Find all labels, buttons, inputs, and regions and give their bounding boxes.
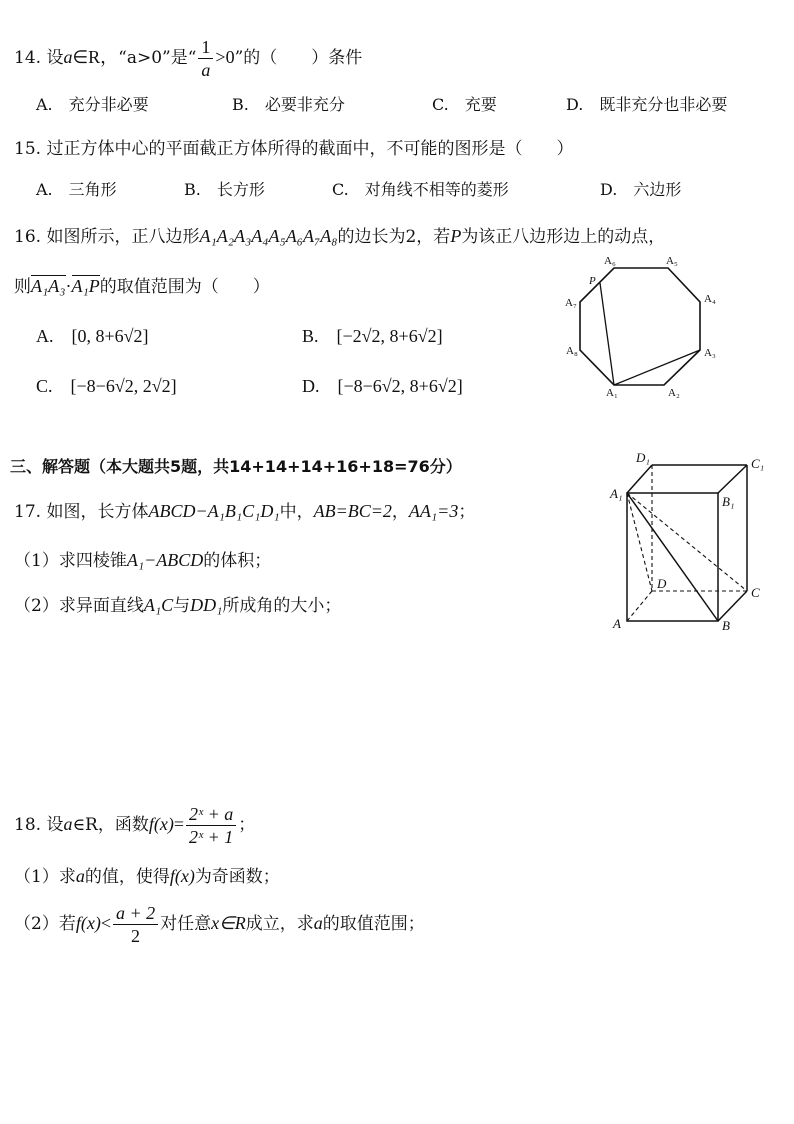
segment-a1-a3	[614, 350, 700, 385]
question-16-stem: 16. 如图所示，正八边形A₁A₂A₃A₄A₅A₆A₇A₈的边长为2，若P为该正八边形边上的动点，	[14, 226, 666, 247]
label-d1: D₁	[636, 450, 650, 465]
segment-a1-b	[627, 493, 718, 621]
question-16-stem-line2: 则A₁A₃·A₁P的取值范围为（ ）	[14, 276, 270, 297]
cuboid-figure	[600, 445, 790, 640]
label-b1: B₁	[722, 494, 735, 509]
question-number: 14.	[14, 48, 42, 68]
question-number: 16.	[14, 227, 42, 247]
label-a: A	[613, 616, 621, 631]
label-a2: A₂	[668, 387, 680, 399]
label-d: D	[657, 576, 667, 591]
q18-part1: （1）求a的值，使得f(x)为奇函数；	[14, 866, 280, 887]
question-number: 15.	[14, 139, 42, 159]
octagon-figure	[560, 250, 740, 400]
q15-option-c[interactable]: C. 对角线不相等的菱形	[332, 180, 509, 199]
fraction-1-over-a: $\frac{1}{a}$	[198, 36, 213, 81]
label-a1: A₁	[606, 387, 618, 399]
q16-option-d[interactable]: D. [−8−6√2, 8+6√2]	[302, 376, 463, 396]
q14-option-d[interactable]: D. 既非充分也非必要	[566, 95, 728, 114]
q14-option-a[interactable]: A. 充分非必要	[36, 95, 149, 114]
function-fraction: $\frac{\text{2ˣ + a}}{\text{2ˣ + 1}}$	[186, 803, 236, 848]
question-14-stem: 14. 设a∈R，“a>0”是“ $\frac{1}{a}$ >0”的（ ）条件	[14, 37, 363, 80]
label-a7: A₇	[565, 297, 577, 309]
q16-option-b[interactable]: B. [−2√2, 8+6√2]	[302, 326, 443, 346]
question-number: 18.	[14, 815, 42, 835]
q15-option-b[interactable]: B. 长方形	[184, 180, 265, 199]
label-a8: A₈	[566, 345, 578, 357]
label-a4: A₄	[704, 293, 716, 305]
q14-option-b[interactable]: B. 必要非充分	[232, 95, 345, 114]
q16-option-a[interactable]: A. [0, 8+6√2]	[36, 326, 149, 346]
label-b: B	[722, 618, 730, 633]
question-number: 17.	[14, 502, 42, 522]
q15-option-d[interactable]: D. 六边形	[600, 180, 682, 199]
segment-a1-p	[600, 283, 614, 385]
label-c: C	[751, 585, 760, 600]
octagon-outline	[580, 268, 700, 385]
q18-part2: （2）若f(x)< $\frac{a + 2}{2}$ 对任意x∈R成立，求a的取值范围；	[14, 903, 425, 946]
question-17-stem: 17. 如图，长方体ABCD−A₁B₁C₁D₁中，AB=BC=2，AA₁=3；	[14, 501, 476, 522]
label-a3: A₃	[704, 347, 716, 359]
label-a5: A₅	[666, 255, 678, 267]
question-18-stem: 18. 设a∈R，函数f(x)= $\frac{\text{2ˣ + a}}{\text{2ˣ + 1}}$ ；	[14, 804, 256, 847]
inequality-fraction: $\frac{a + 2}{2}$	[113, 902, 158, 947]
question-15-stem: 15. 过正方体中心的平面截正方体所得的截面中，不可能的图形是（ ）	[14, 139, 574, 159]
section-heading: 三、解答题（本大题共5题，共14+14+14+16+18=76分）	[10, 457, 462, 476]
q17-part1: （1）求四棱锥A₁−ABCD的体积；	[14, 550, 272, 571]
label-a1: A₁	[610, 486, 623, 501]
label-a6: A₆	[604, 255, 616, 267]
vector-a1p: A₁P	[71, 276, 100, 296]
label-c1: C₁	[751, 456, 765, 471]
q15-option-a[interactable]: A. 三角形	[36, 180, 117, 199]
q14-option-c[interactable]: C. 充要	[432, 95, 497, 114]
q17-part2: （2）求异面直线A₁C与DD₁所成角的大小；	[14, 595, 342, 616]
segment-a1-d	[627, 493, 652, 591]
label-p: P	[589, 275, 596, 287]
q16-option-c[interactable]: C. [−8−6√2, 2√2]	[36, 376, 177, 396]
vector-a1a3: A₁A₃	[31, 276, 66, 296]
